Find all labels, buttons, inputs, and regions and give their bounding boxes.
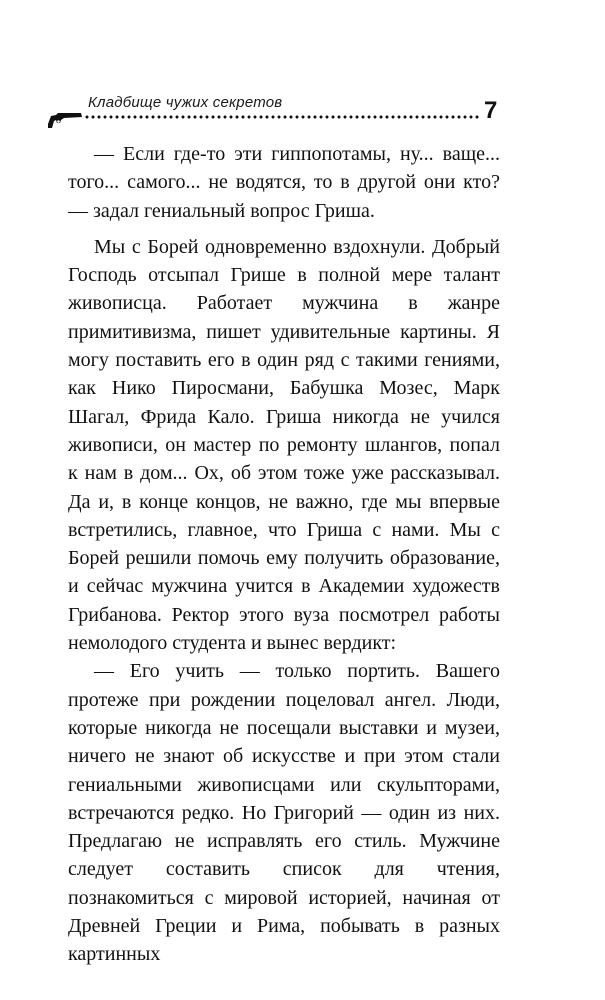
body-text	[68, 140, 500, 969]
paragraph: Мы с Борей одновременно вздохнули. Добрый Господь отсыпал Грише в полной мере талант живописца. Работает мужчина в жанре примитивизма, пишет удивительные картины. Я могу поставить его в один ряд с такими гениями, как Нико Пиросмани, Бабушка Мозес, Марк Шагал, Фрида Кало. Гриша никогда не учился живописи, он мастер по ремонту шлангов, попал к нам в дом... Ох, об этом тоже уже рассказывал. Да и, в конце концов, не важно, где мы впервые встретились, главное, что Гриша с нами. Мы с Борей решили помочь ему получить образование, и сейчас мужчина учится в Академии художеств Грибанова. Ректор этого вуза посмотрел работы немолодого студента и вынес вердикт:	[68, 235, 500, 655]
book-title: Кладбище чужих секретов	[88, 94, 283, 111]
page-number: 7	[484, 97, 498, 124]
dot-leader	[84, 115, 480, 119]
revolver-icon	[46, 112, 84, 130]
paragraph: — Если где-то эти гиппопотамы, ну... ваще... того... самого... не водятся, то в другой они кто? — задал гениальный вопрос Гриша.	[68, 143, 500, 222]
running-header	[46, 92, 566, 132]
paragraph: — Его учить — только портить. Вашего протеже при рождении поцеловал ангел. Люди, которые никогда не посещали выставки и музеи, ничего не знают об искусстве и при этом стали гениальными живописцами или скульпторами, встречаются редко. Но Григорий — один из них. Предлагаю не исправлять его стиль. Мужчине следует составить список для чтения, познакомиться с мировой историей, начиная от Древней Греции и Рима, побывать в разных картинных	[68, 660, 500, 966]
